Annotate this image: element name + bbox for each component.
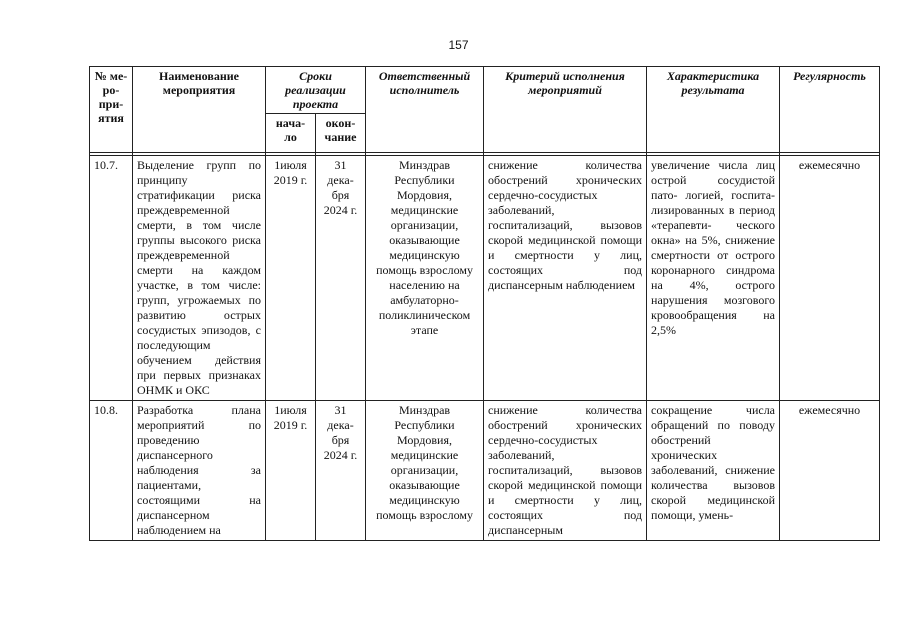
table-row — [90, 401, 880, 541]
header-dates: Сроки реализации проекта — [266, 67, 366, 114]
row-name: Выделение групп по принципу стратификации риска преждевременной смерти, в том числе группы высокого риска преждевременной смерти на каждом участке, в том числе: групп, угрожаемых по развитию острых сосудистых эпизодов, с последующим обучением действия при первых признаках ОНМК и ОКС — [133, 156, 266, 401]
row-end: 31 дека- бря 2024 г. — [316, 156, 366, 401]
header-number: № ме- ро- при- ятия — [90, 67, 133, 153]
row-start: 1июля 2019 г. — [266, 401, 316, 541]
row-result: сокращение числа обращений по поводу обострений хронических заболеваний, снижение количества вызовов скорой медицинской помощи, умень- — [647, 401, 780, 541]
header-start: нача- ло — [266, 114, 316, 153]
row-criterion: снижение количества обострений хронических сердечно-сосудистых заболеваний, госпитализаций, вызовов скорой медицинской помощи и смертности у лиц, состоящих под диспансерным — [484, 401, 647, 541]
row-regularity: ежемесячно — [780, 401, 880, 541]
page-number: 157 — [448, 38, 469, 52]
row-responsible: Минздрав Республики Мордовия, медицинские организации, оказывающие медицинскую помощь взрослому населению на амбулаторно- поликлиническом этапе — [366, 156, 484, 401]
row-responsible: Минздрав Республики Мордовия, медицинские организации, оказывающие медицинскую помощь взрослому — [366, 401, 484, 541]
row-criterion: снижение количества обострений хронических сердечно-сосудистых заболеваний, госпитализаций, вызовов скорой медицинской помощи и смертности у лиц, состоящих под диспансерным наблюдением — [484, 156, 647, 401]
header-regularity: Регулярность — [780, 67, 880, 153]
row-regularity: ежемесячно — [780, 156, 880, 401]
header-result: Характеристика результата — [647, 67, 780, 153]
row-start: 1июля 2019 г. — [266, 156, 316, 401]
row-number: 10.7. — [90, 156, 133, 401]
header-criterion: Критерий исполнения мероприятий — [484, 67, 647, 153]
header-responsible: Ответственный исполнитель — [366, 67, 484, 153]
row-result: увеличение числа лиц острой сосудистой пато- логией, госпита- лизированных в период «терапевти- ческого окна» на 5%, снижение смертности от острого коронарного синдрома на 4%, острого нарушения мозгового кровообращения на 2,5% — [647, 156, 780, 401]
row-name: Разработка плана мероприятий по проведению диспансерного наблюдения за пациентами, состоящими на диспансерном наблюдением на — [133, 401, 266, 541]
row-end: 31 дека- бря 2024 г. — [316, 401, 366, 541]
header-name: Наименование мероприятия — [133, 67, 266, 153]
table-row — [90, 156, 880, 401]
row-number: 10.8. — [90, 401, 133, 541]
action-plan-table — [89, 66, 880, 541]
header-end: окон- чание — [316, 114, 366, 153]
